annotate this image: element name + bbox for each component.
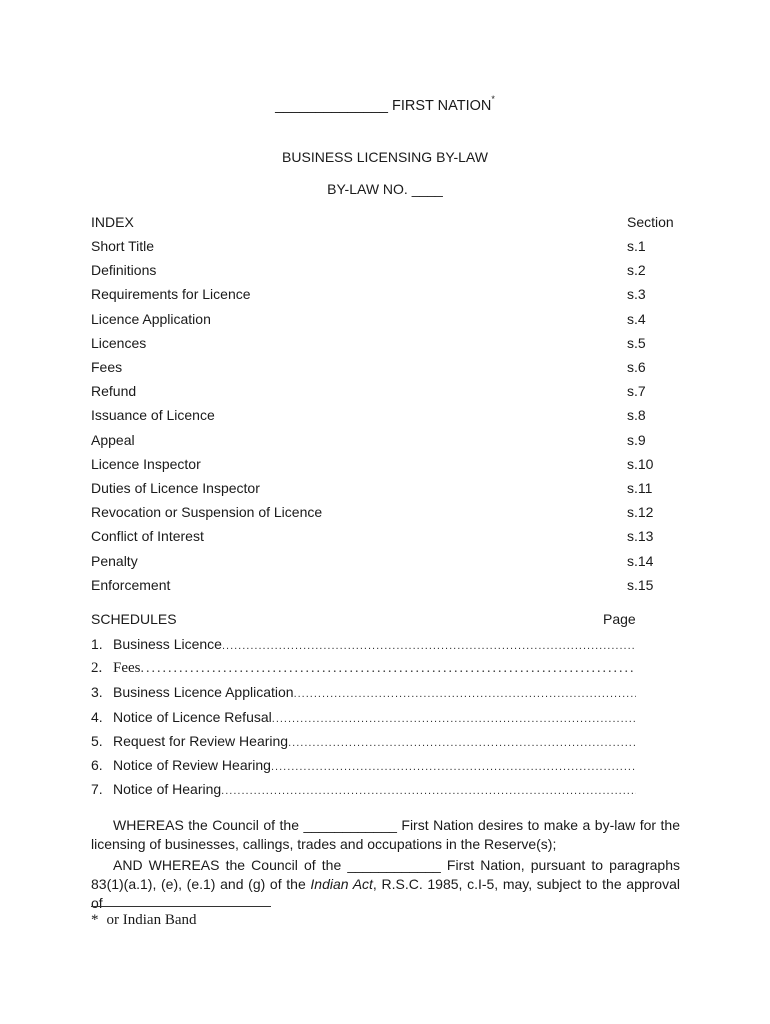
schedule-number: 7. bbox=[91, 781, 103, 797]
index-item-label: Revocation or Suspension of Licence bbox=[91, 504, 323, 520]
schedule-row bbox=[91, 757, 636, 777]
index-item-section: s.9 bbox=[627, 432, 646, 448]
schedule-number: 5. bbox=[91, 733, 103, 749]
schedule-label: Notice of Licence Refusal bbox=[113, 709, 272, 725]
section-heading: Section bbox=[627, 214, 674, 230]
schedule-row bbox=[91, 709, 636, 729]
index-item-section: s.12 bbox=[627, 504, 654, 520]
schedule-label: Notice of Hearing bbox=[113, 781, 222, 797]
index-item-label: Enforcement bbox=[91, 577, 171, 593]
whereas-paragraph-1 bbox=[91, 816, 680, 854]
index-item-section: s.8 bbox=[627, 407, 646, 423]
index-item-label: Short Title bbox=[91, 238, 155, 254]
index-row bbox=[91, 504, 675, 524]
index-item-label: Licences bbox=[91, 335, 147, 351]
index-row bbox=[91, 577, 675, 597]
schedule-row bbox=[91, 684, 636, 704]
dot-leader bbox=[221, 785, 636, 797]
index-item-section: s.1 bbox=[627, 238, 646, 254]
dot-leader bbox=[141, 661, 637, 677]
schedule-label: Business Licence Application bbox=[113, 684, 294, 700]
index-item-section: s.3 bbox=[627, 286, 646, 302]
index-row bbox=[91, 286, 675, 306]
dot-leader bbox=[288, 737, 636, 749]
index-item-label: Issuance of Licence bbox=[91, 407, 215, 423]
index-row bbox=[91, 359, 675, 379]
index-row bbox=[91, 238, 675, 258]
index-item-section: s.11 bbox=[627, 480, 653, 496]
index-item-label: Conflict of Interest bbox=[91, 528, 204, 544]
schedule-number: 1. bbox=[91, 636, 103, 652]
index-header-row bbox=[91, 214, 675, 234]
schedule-label: Notice of Review Hearing bbox=[113, 757, 271, 773]
index-item-label: Duties of Licence Inspector bbox=[91, 480, 260, 496]
schedule-number: 2. bbox=[91, 660, 103, 676]
dot-leader bbox=[272, 713, 636, 725]
index-row bbox=[91, 553, 675, 573]
index-item-section: s.2 bbox=[627, 262, 646, 278]
index-item-label: Penalty bbox=[91, 553, 138, 569]
bylaw-number: BY-LAW NO. ____ bbox=[327, 181, 443, 197]
index-item-label: Requirements for Licence bbox=[91, 286, 251, 302]
schedule-label: Fees bbox=[113, 660, 141, 676]
paragraph-2-line-2-a: 83(1)(a.1), (e), (e.1) and (g) of the bbox=[91, 876, 311, 892]
dot-leader bbox=[222, 640, 636, 652]
index-row bbox=[91, 456, 675, 476]
dot-leader bbox=[271, 761, 636, 773]
index-item-section: s.5 bbox=[627, 335, 646, 351]
dot-leader bbox=[294, 688, 636, 700]
document-subtitle: BUSINESS LICENSING BY-LAW bbox=[282, 149, 488, 165]
schedule-row bbox=[91, 636, 636, 656]
index-heading: INDEX bbox=[91, 214, 134, 230]
schedule-number: 4. bbox=[91, 709, 103, 725]
index-item-label: Refund bbox=[91, 383, 137, 399]
indian-act-title: Indian Act bbox=[310, 876, 373, 892]
index-row bbox=[91, 480, 675, 500]
index-item-section: s.14 bbox=[627, 553, 654, 569]
index-item-section: s.4 bbox=[627, 311, 646, 327]
index-item-label: Appeal bbox=[91, 432, 135, 448]
index-row bbox=[91, 432, 675, 452]
schedule-number: 6. bbox=[91, 757, 103, 773]
index-row bbox=[91, 407, 675, 427]
footnote bbox=[91, 912, 196, 929]
index-item-section: s.10 bbox=[627, 456, 654, 472]
whereas-paragraph-2 bbox=[91, 856, 680, 913]
schedule-label: Business Licence bbox=[113, 636, 222, 652]
paragraph-2-line-2-b: , R.S.C. 1985, c.I-5, may, subject to the approval of bbox=[91, 876, 680, 911]
index-row bbox=[91, 335, 675, 355]
title-blank: ______________ bbox=[275, 97, 388, 114]
index-item-section: s.7 bbox=[627, 383, 646, 399]
schedule-number: 3. bbox=[91, 684, 103, 700]
index-item-label: Fees bbox=[91, 359, 123, 375]
index-item-label: Definitions bbox=[91, 262, 157, 278]
title-text: FIRST NATION bbox=[392, 97, 492, 114]
index-item-section: s.13 bbox=[627, 528, 654, 544]
footnote-marker: * bbox=[91, 912, 99, 928]
paragraph-1-line-2: licensing of businesses, callings, trades and occupations in the Reserve(s); bbox=[91, 836, 557, 852]
index-row bbox=[91, 262, 675, 282]
index-row bbox=[91, 311, 675, 331]
page-heading: Page bbox=[603, 611, 636, 627]
schedule-row bbox=[91, 733, 636, 753]
schedules-header-row bbox=[91, 611, 675, 631]
index-row bbox=[91, 528, 675, 548]
index-item-section: s.15 bbox=[627, 577, 654, 593]
schedule-row bbox=[91, 781, 636, 801]
paragraph-2-line-1: AND WHEREAS the Council of the ____________ First Nation, pursuant to paragraphs bbox=[113, 857, 680, 873]
document-title bbox=[0, 96, 770, 114]
index-item-section: s.6 bbox=[627, 359, 646, 375]
footnote-text: or Indian Band bbox=[106, 912, 197, 928]
paragraph-1-line-1: WHEREAS the Council of the ____________ First Nation desires to make a by-law for the bbox=[113, 817, 680, 833]
index-item-label: Licence Application bbox=[91, 311, 211, 327]
index-row bbox=[91, 383, 675, 403]
title-footnote-marker: * bbox=[491, 94, 495, 104]
schedule-label: Request for Review Hearing bbox=[113, 733, 289, 749]
schedule-row bbox=[91, 660, 636, 680]
footnote-divider bbox=[91, 906, 271, 907]
schedules-heading: SCHEDULES bbox=[91, 611, 177, 627]
index-item-label: Licence Inspector bbox=[91, 456, 201, 472]
